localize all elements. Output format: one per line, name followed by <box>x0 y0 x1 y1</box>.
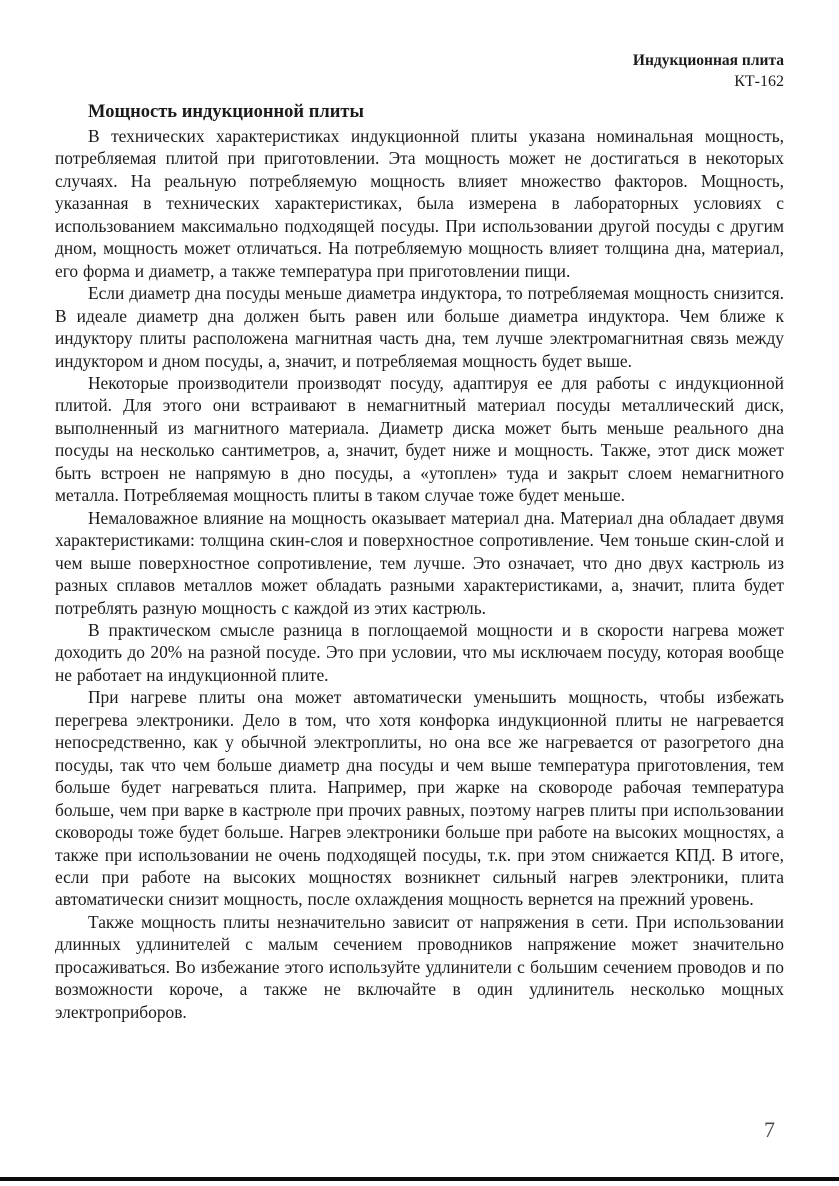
paragraph: Если диаметр дна посуды меньше диаметра индуктора, то потребляемая мощность снизится. В идеале диаметр дна должен быть равен или больше диаметра индуктора. Чем ближе к индуктору плиты расположена магнитная часть дна, тем лучше электромагнитная связь между индуктором и дном посуды, а, значит, и потребляемая мощность будет выше. <box>55 283 784 371</box>
paragraph: В технических характеристиках индукционной плиты указана номинальная мощность, потребляемая плитой при приготовлении. Эта мощность может не достигаться в некоторых случаях. На реальную потребляемую мощность влияет множество факторов. Мощность, указанная в технических характеристиках, была измерена в лабораторных условиях с использованием максимально подходящей посуды. При использовании другой посуды с другим дном, мощность может отличаться. На потребляемую мощность влияет толщина дна, материал, его форма и диаметр, а также температура при приготовлении пищи. <box>55 126 784 281</box>
page-body <box>55 100 784 1023</box>
header-model-number: КТ-162 <box>734 73 784 90</box>
page-number: 7 <box>764 1117 775 1142</box>
paragraph: Немаловажное влияние на мощность оказывает материал дна. Материал дна обладает двумя характеристиками: толщина скин-слоя и поверхностное сопротивление. Чем тоньше скин-слой и чем выше поверхностное сопротивление, тем лучше. Это означает, что дно двух кастрюль из разных сплавов металлов может обладать разными характеристиками, а, значит, плита будет потреблять разную мощность с каждой из этих кастрюль. <box>55 507 784 618</box>
header-product-name: Индукционная плита <box>632 52 784 69</box>
bottom-rule-divider <box>0 1177 839 1181</box>
paragraph: Некоторые производители производят посуду, адаптируя ее для работы с индукционной плитой. Для этого они встраивают в немагнитный материал посуды металлический диск, выполненный из магнитного материала. Диаметр диска может быть меньше реального дна посуды на несколько сантиметров, а, значит, будет ниже и мощность. Также, этот диск может быть встроен не напрямую в дно посуды, а «утоплен» туда и закрыт слоем немагнитного металла. Потребляемая мощность плиты в таком случае тоже будет меньше. <box>55 372 784 506</box>
section-heading: Мощность индукционной плиты <box>88 102 364 122</box>
paragraph: В практическом смысле разница в поглощаемой мощности и в скорости нагрева может доходить до 20% на разной посуде. Это при условии, что мы исключаем посуду, которая вообще не работает на индукционной плите. <box>55 619 784 685</box>
paragraph: При нагреве плиты она может автоматически уменьшить мощность, чтобы избежать перегрева электроники. Дело в том, что хотя конфорка индукционной плиты не нагревается непосредственно, как у обычной электроплиты, но она все же нагревается от разогретого дна посуды, так что чем больше диаметр дна посуды и чем выше температура приготовления, тем больше будет нагреваться плита. Например, при жарке на сковороде рабочая температура больше, чем при варке в кастрюле при прочих равных, поэтому нагрев плиты при использовании сковороды тоже будет больше. Нагрев электроники больше при работе на высоких мощностях, а также при использовании не очень подходящей посуды, т.к. при этом снижается КПД. В итоге, если при работе на высоких мощностях возникнет сильный нагрев электроники, плита автоматически снизит мощность, после охлаждения мощность вернется на прежний уровень. <box>55 687 784 910</box>
paragraph: Также мощность плиты незначительно зависит от напряжения в сети. При использовании длинных удлинителей с малым сечением проводников напряжение может значительно просаживаться. Во избежание этого используйте удлинители с большим сечением проводов и по возможности короче, а также не включайте в один удлинитель несколько мощных электроприборов. <box>55 911 784 1022</box>
page-header <box>633 50 784 92</box>
